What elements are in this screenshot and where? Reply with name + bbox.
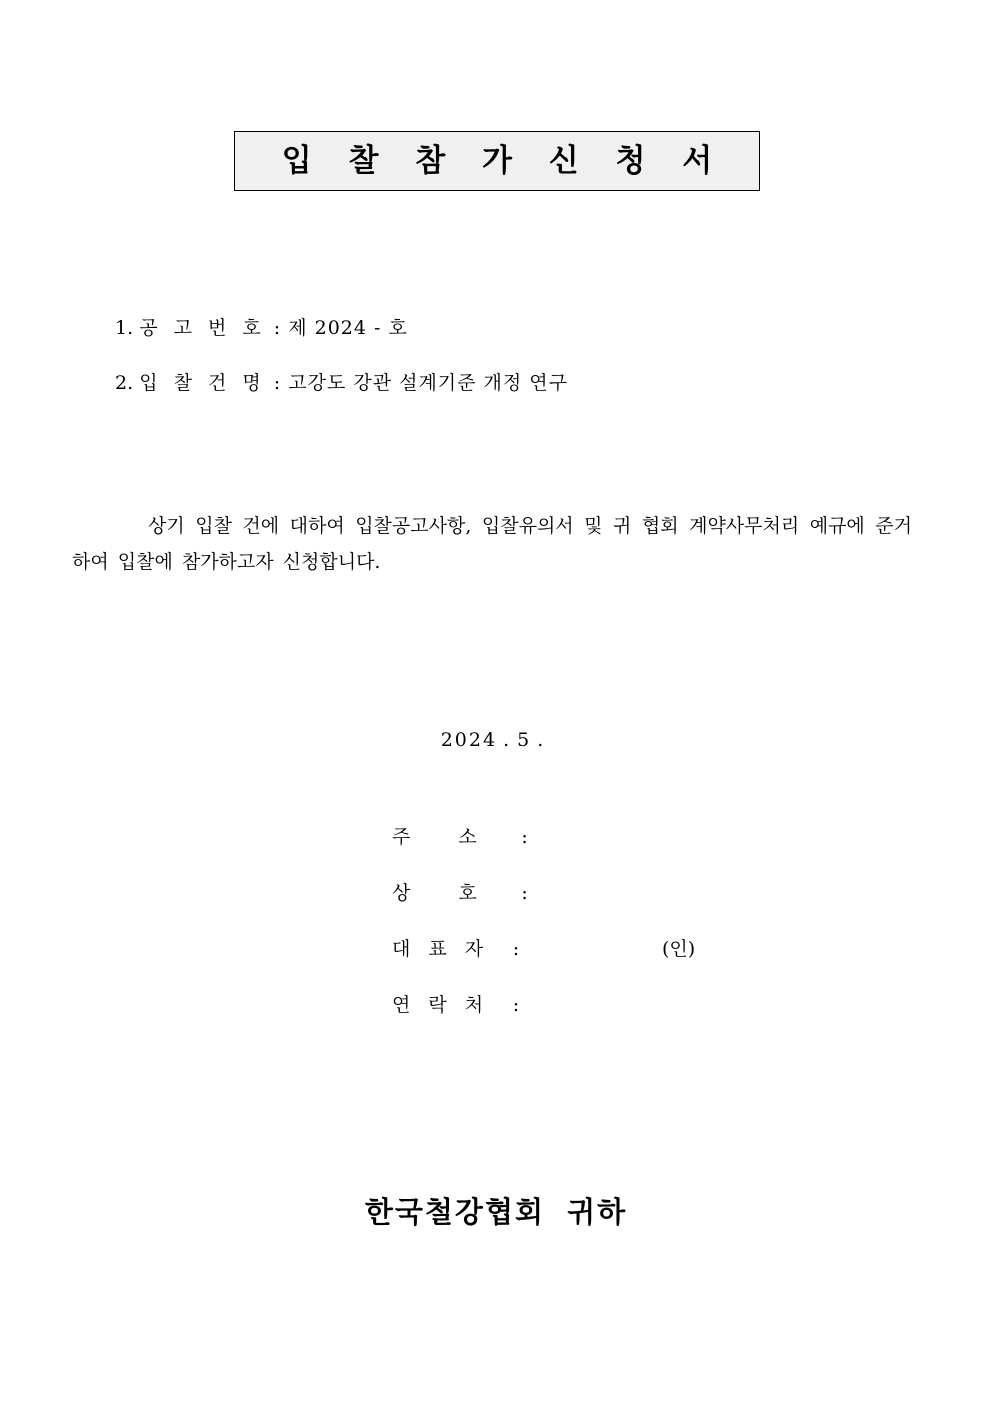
item-2-colon: : (273, 372, 281, 394)
item-1-number: 1. (115, 317, 134, 339)
representative-label: 대 표 자 (392, 938, 490, 960)
date-year: 2024 (440, 729, 498, 751)
signature-row-company (392, 878, 528, 934)
item-1-colon: : (273, 317, 281, 339)
signature-block (392, 822, 696, 1046)
date-separator-1: . (503, 729, 512, 751)
signature-row-address (392, 822, 528, 878)
recipient-line: 한국철강협회 귀하 (364, 1195, 628, 1229)
item-1-value: 제 2024 - 호 (288, 317, 408, 339)
signature-row-contact (392, 990, 528, 1046)
item-2-number: 2. (115, 372, 134, 394)
signature-row-representative (392, 934, 696, 990)
contact-colon: : (512, 994, 520, 1016)
address-colon: : (521, 826, 528, 848)
seal-mark: (인) (662, 938, 696, 960)
field-bid-title (115, 372, 568, 395)
page-title: 입 찰 참 가 신 청 서 (281, 142, 726, 179)
field-announcement-number (115, 317, 408, 340)
company-colon: : (521, 882, 528, 904)
body-paragraph-wrapper (72, 508, 912, 580)
item-2-label: 입 찰 건 명 (139, 372, 266, 394)
date-separator-2: . (537, 729, 546, 751)
item-2-value: 고강도 강관 설계기준 개정 연구 (288, 372, 568, 394)
body-paragraph: 상기 입찰 건에 대하여 입찰공고사항, 입찰유의서 및 귀 협회 계약사무처리 예규에 준거하여 입찰에 참가하고자 신청합니다. (72, 515, 912, 574)
company-label: 상 호 (392, 882, 498, 904)
document-title-box (234, 131, 760, 191)
address-label: 주 소 (392, 826, 498, 848)
date-month: 5 (517, 729, 532, 751)
date-line (0, 729, 992, 751)
contact-label: 연 락 처 (392, 994, 490, 1016)
item-1-label: 공 고 번 호 (139, 317, 266, 339)
representative-colon: : (512, 938, 520, 960)
